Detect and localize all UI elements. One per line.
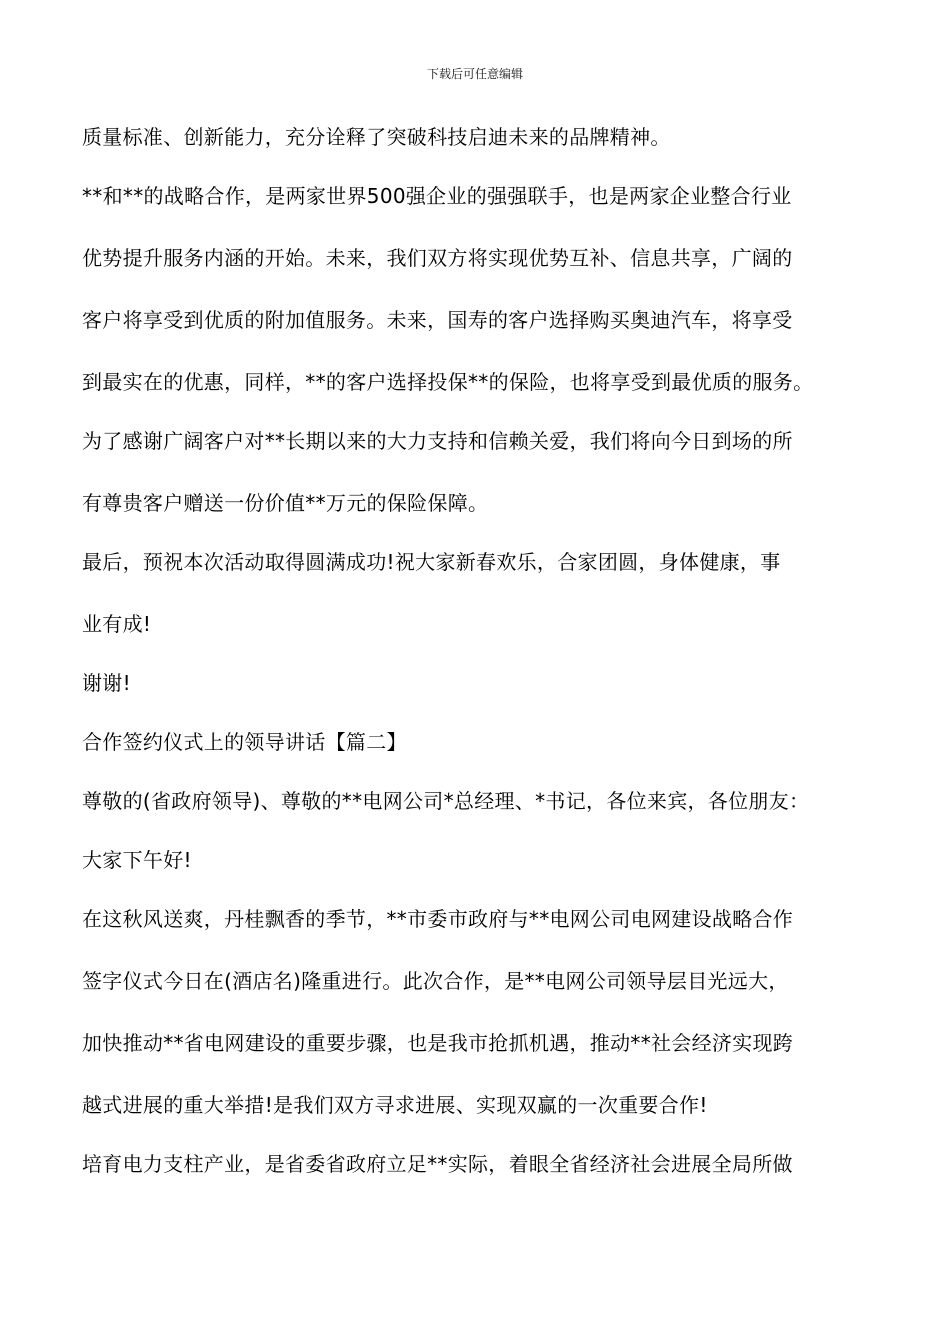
text-line: 最后，预祝本次活动取得圆满成功!祝大家新春欢乐，合家团圆，身体健康，事 [82, 550, 781, 574]
text-line: 尊敬的(省政府领导)、尊敬的**电网公司*总经理、*书记，各位来宾，各位朋友： [82, 789, 810, 813]
text-line: 大家下午好! [82, 848, 192, 872]
text-line: 越式进展的重大举措!是我们双方寻求进展、实现双赢的一次重要合作! [82, 1093, 708, 1117]
text-line: 为了感谢广阔客户对**长期以来的大力支持和信赖关爱，我们将向今日到场的所 [82, 429, 793, 453]
text-line: 优势提升服务内涵的开始。未来，我们双方将实现优势互补、信息共享，广阔的 [82, 246, 793, 270]
text-line: 有尊贵客户赠送一份价值**万元的保险保障。 [82, 491, 489, 515]
text-line: 签字仪式今日在(酒店名)隆重进行。此次合作，是**电网公司领导层目光远大， [82, 969, 789, 993]
text-line: 培育电力支柱产业，是省委省政府立足**实际，着眼全省经济社会进展全局所做 [82, 1152, 793, 1176]
text-line: 加快推动**省电网建设的重要步骤，也是我市抢抓机遇，推动**社会经济实现跨 [82, 1031, 794, 1055]
text-line: 到最实在的优惠，同样，**的客户选择投保**的保险，也将享受到最优质的服务。 [82, 370, 814, 394]
text-line: 质量标准、创新能力，充分诠释了突破科技启迪未来的品牌精神。 [82, 125, 671, 149]
text-line: 在这秋风送爽，丹桂飘香的季节，**市委市政府与**电网公司电网建设战略合作 [82, 907, 794, 931]
section-title: 合作签约仪式上的领导讲话【篇二】 [82, 730, 407, 754]
text-line: 谢谢! [82, 671, 131, 695]
text-line: 业有成! [82, 612, 152, 636]
page-header: 下载后可任意编辑 [426, 67, 523, 81]
text-line: 客户将享受到优质的附加值服务。未来，国寿的客户选择购买奥迪汽车，将享受 [82, 308, 793, 332]
text-line: **和**的战略合作，是两家世界500强企业的强强联手，也是两家企业整合行业 [82, 184, 792, 208]
